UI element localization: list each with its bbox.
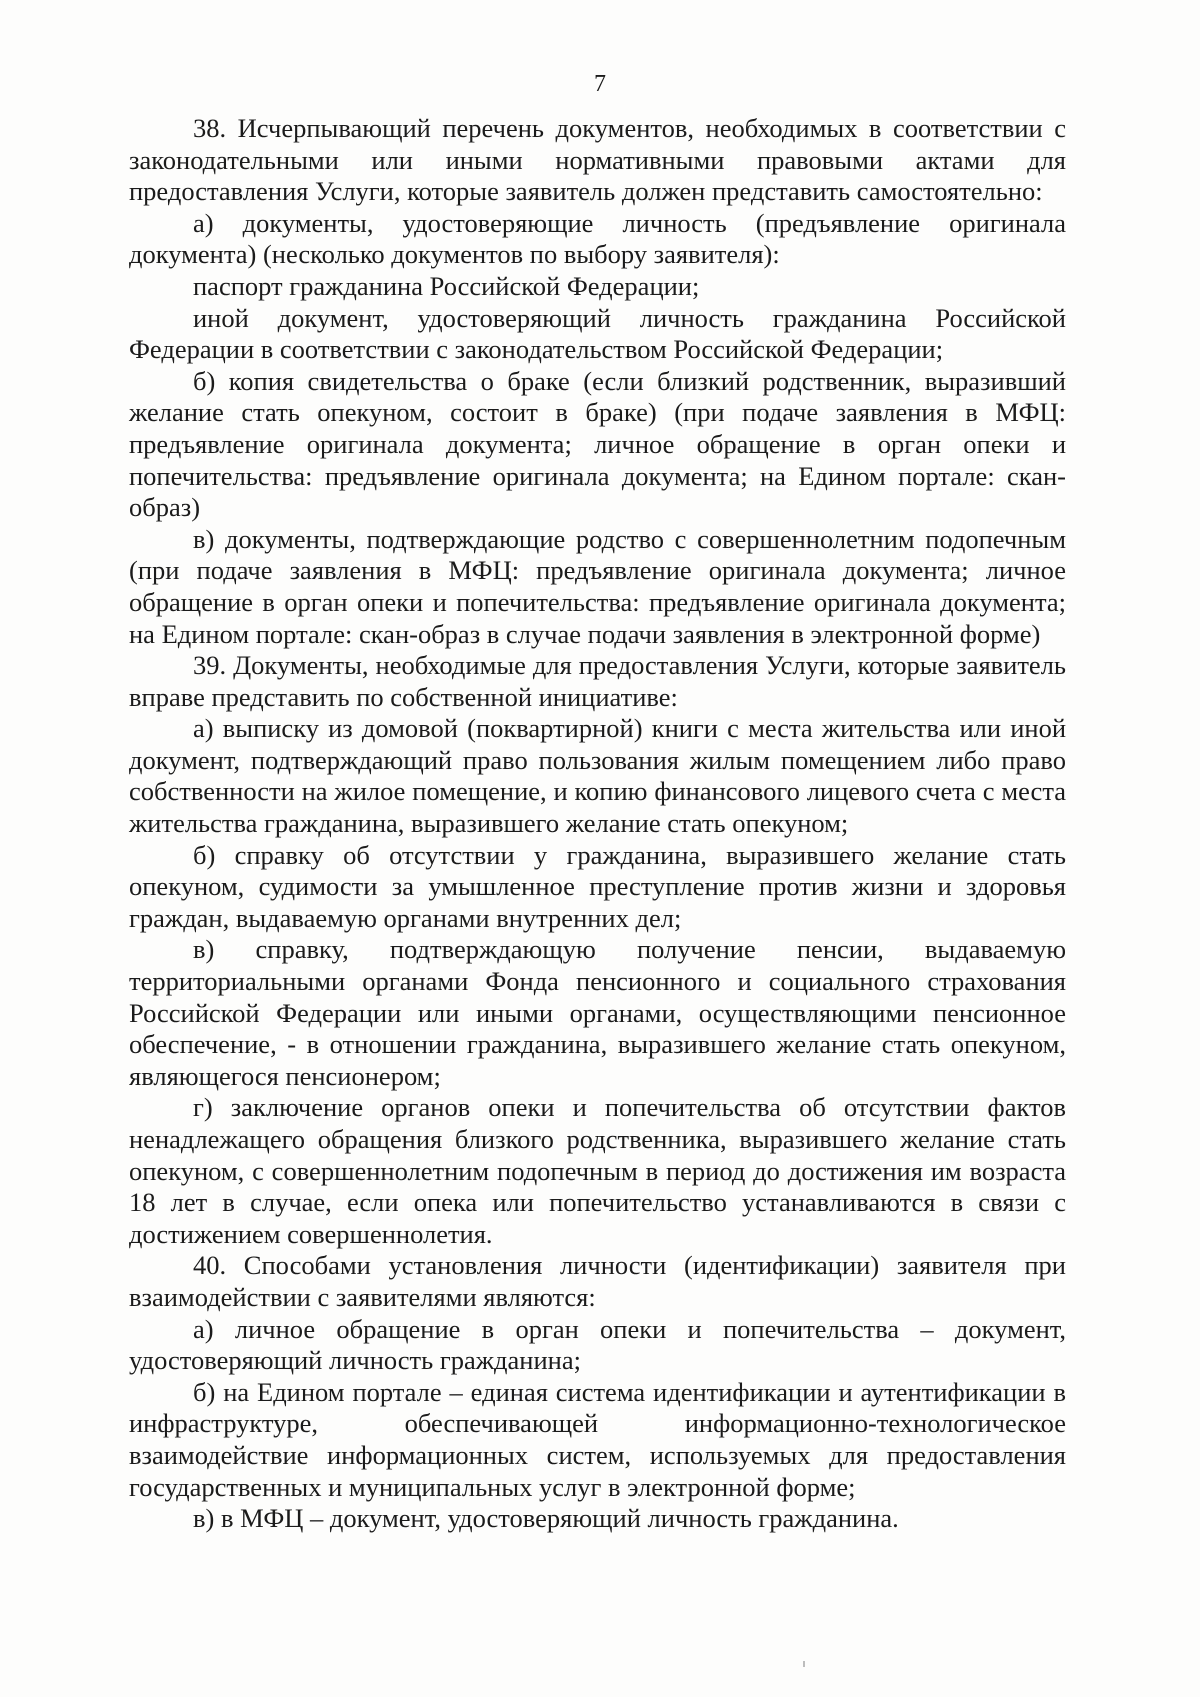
paragraph-38: 38. Исчерпывающий перечень документов, необходимых в соответствии с законодательными или иными нормативными правовыми актами для предоставления Услуги, которые заявитель должен представить самостоятельно: bbox=[129, 113, 1066, 207]
paragraph-39-a: а) выписку из домовой (поквартирной) книги с места жительства или иной документ, подтверждающий право пользования жилым помещением либо право собственности на жилое помещение, и копию финансового лицевого счета с места жительства гражданина, выразившего желание стать опекуном; bbox=[129, 713, 1066, 839]
paragraph-40-a: а) личное обращение в орган опеки и попечительства – документ, удостоверяющий личность гражданина; bbox=[129, 1313, 1066, 1376]
paragraph-39: 39. Документы, необходимые для предоставления Услуги, которые заявитель вправе представить по собственной инициативе: bbox=[129, 650, 1066, 712]
paragraph-39-b: б) справку об отсутствии у гражданина, выразившего желание стать опекуном, судимости за умышленное преступление против жизни и здоровья граждан, выдаваемую органами внутренних дел; bbox=[129, 839, 1066, 933]
paragraph-38-a: а) документы, удостоверяющие личность (предъявление оригинала документа) (несколько документов по выбору заявителя): bbox=[129, 207, 1066, 270]
paragraph-40-v: в) в МФЦ – документ, удостоверяющий личность гражданина. bbox=[193, 1503, 899, 1534]
paragraph-38-b: б) копия свидетельства о браке (если близкий родственник, выразивший желание стать опекуном, состоит в браке) (при подаче заявления в МФЦ: предъявление оригинала документа; личное обращение в орган опеки и попечительства: предъявление оригинала документа; на Едином портале: скан-образ) bbox=[129, 365, 1066, 523]
scan-artifact-mark bbox=[803, 1661, 805, 1667]
paragraph-38-a-other-id: иной документ, удостоверяющий личность гражданина Российской Федерации в соответствии с законодательством Российской Федерации; bbox=[129, 302, 1066, 365]
paragraph-39-v: в) справку, подтверждающую получение пенсии, выдаваемую территориальными органами Фонда пенсионного и социального страхования Российской Федерации или иными органами, осуществляющими пенсионное обеспечение, - в отношении гражданина, выразившего желание стать опекуном, являющегося пенсионером; bbox=[129, 934, 1066, 1091]
paragraph-38-a-passport: паспорт гражданина Российской Федерации; bbox=[193, 270, 700, 301]
paragraph-40-b: б) на Едином портале – единая система идентификации и аутентификации в инфраструктуре, обеспечивающей информационно-технологическое взаимодействие информационных систем, используемых для предоставления государственных и муниципальных услуг в электронной форме; bbox=[129, 1376, 1066, 1502]
paragraph-39-g: г) заключение органов опеки и попечительства об отсутствии фактов ненадлежащего обращения близкого родственника, выразившего желание стать опекуном, с совершеннолетним подопечным в период до достижения им возраста 18 лет в случае, если опека или попечительство устанавливаются в связи с достижением совершеннолетия. bbox=[129, 1092, 1066, 1249]
paragraph-38-v: в) документы, подтверждающие родство с совершеннолетним подопечным (при подаче заявления в МФЦ: предъявление оригинала документа; личное обращение в орган опеки и попечительства: предъявление оригинала документа; на Едином портале: скан-образ в случае подачи заявления в электронной форме) bbox=[129, 523, 1066, 649]
page-number: 7 bbox=[594, 71, 606, 97]
paragraph-40: 40. Способами установления личности (идентификации) заявителя при взаимодействии с заявителями являются: bbox=[129, 1250, 1066, 1312]
document-body bbox=[129, 113, 1066, 1535]
